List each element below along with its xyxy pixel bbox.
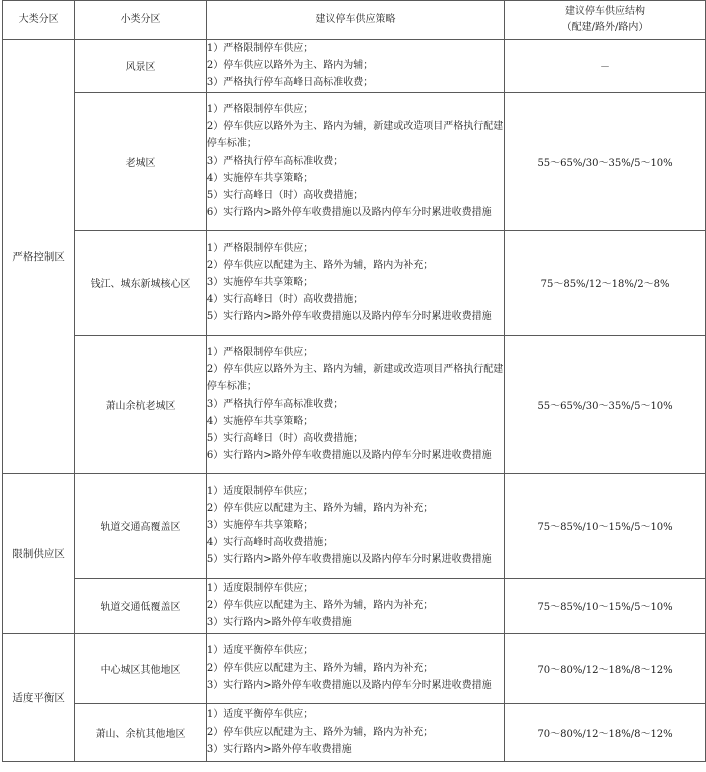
strategy-item: 1）严格限制停车供应； (206, 103, 314, 115)
strategy-item: 5）实行高峰日（时）高收费措施； (206, 432, 364, 444)
strategy-item: 1）适度限制停车供应； (206, 485, 314, 497)
strategy-item: 3）实行路内>路外停车收费措施以及路内停车分时累进收费措施 (206, 679, 492, 691)
parking-supply-policy-table (2, 0, 706, 762)
strategy-item: 2）停车供应以路外为主、路内为辅，新建或改造项目严格执行配建停车标准； (206, 364, 504, 393)
strategy-item: 1）严格限制停车供应； (206, 346, 314, 358)
strategy-item: 4）实行高峰时高收费措施； (206, 537, 334, 549)
major-zone-cell: 严格控制区 (3, 40, 75, 474)
strategy-cell (206, 578, 504, 633)
minor-zone-cell: 风景区 (75, 40, 207, 93)
strategy-item: 5）实行路内>路外停车收费措施以及路内停车分时累进收费措施 (206, 554, 492, 566)
supply-structure-cell: 70～80%/12～18%/8～12% (505, 703, 706, 761)
header-structure-line1: 建议停车供应结构 (565, 6, 646, 17)
header-major-zone: 大类分区 (3, 1, 75, 40)
strategy-cell (206, 230, 504, 335)
table-row (3, 335, 706, 473)
strategy-item: 3）严格执行停车高峰日高标准收费； (206, 77, 374, 89)
strategy-item: 6）实行路内>路外停车收费措施以及路内停车分时累进收费措施 (206, 450, 492, 462)
strategy-item: 2）停车供应以配建为主、路外为辅，路内为补充； (206, 502, 434, 514)
minor-zone-cell: 萧山、余杭其他地区 (75, 703, 207, 761)
table-body (3, 40, 706, 762)
strategy-item: 3）实行路内>路外停车收费措施 (206, 617, 352, 629)
strategy-cell (206, 92, 504, 230)
supply-structure-cell: 75～85%/10～15%/5～10% (505, 578, 706, 633)
header-minor-zone: 小类分区 (75, 1, 207, 40)
strategy-item: 5）实行路内>路外停车收费措施以及路内停车分时累进收费措施 (206, 311, 492, 323)
minor-zone-cell: 轨道交通低覆盖区 (75, 578, 207, 633)
table-header-row (3, 1, 706, 40)
strategy-item: 2）停车供应以路外为主、路内为辅； (206, 60, 374, 72)
header-structure-line2: （配建/路外/路内） (561, 22, 649, 33)
minor-zone-cell: 钱江、城东新城核心区 (75, 230, 207, 335)
strategy-cell (206, 335, 504, 473)
table-row (3, 473, 706, 578)
minor-zone-cell: 中心城区其他地区 (75, 633, 207, 703)
supply-structure-cell: 55～65%/30～35%/5～10% (505, 335, 706, 473)
strategy-item: 2）停车供应以配建为主、路外为辅，路内为补充； (206, 726, 434, 738)
strategy-item: 3）实施停车共享策略； (206, 520, 314, 531)
supply-structure-cell: 70～80%/12～18%/8～12% (505, 633, 706, 703)
strategy-item: 6）实行路内>路外停车收费措施以及路内停车分时累进收费措施 (206, 207, 492, 219)
supply-structure-cell: － (505, 40, 706, 93)
strategy-item: 3）实施停车共享策略； (206, 277, 314, 288)
major-zone-cell: 限制供应区 (3, 473, 75, 633)
major-zone-cell: 适度平衡区 (3, 633, 75, 761)
strategy-item: 2）停车供应以路外为主、路内为辅，新建或改造项目严格执行配建停车标准； (206, 121, 504, 150)
strategy-item: 2）停车供应以配建为主、路外为辅，路内为补充； (206, 662, 434, 674)
strategy-cell (206, 703, 504, 761)
strategy-item: 5）实行高峰日（时）高收费措施； (206, 189, 364, 201)
strategy-item: 1）适度限制停车供应； (206, 582, 314, 594)
strategy-item: 3）实行路内>路外停车收费措施 (206, 743, 352, 755)
strategy-item: 4）实行高峰日（时）高收费措施； (206, 294, 364, 306)
supply-structure-cell: 75～85%/10～15%/5～10% (505, 473, 706, 578)
supply-structure-cell: 55～65%/30～35%/5～10% (505, 92, 706, 230)
minor-zone-cell: 萧山余杭老城区 (75, 335, 207, 473)
strategy-item: 1）适度平衡停车供应； (206, 709, 314, 721)
strategy-cell (206, 473, 504, 578)
table-row (3, 40, 706, 93)
header-strategy: 建议停车供应策略 (206, 1, 504, 40)
strategy-item: 4）实施停车共享策略； (206, 172, 314, 184)
strategy-cell (206, 633, 504, 703)
table-row (3, 633, 706, 703)
table-row (3, 703, 706, 761)
minor-zone-cell: 老城区 (75, 92, 207, 230)
strategy-item: 2）停车供应以配建为主、路外为辅，路内为补充； (206, 259, 434, 271)
strategy-item: 3）严格执行停车高标准收费； (206, 398, 344, 410)
table-row (3, 230, 706, 335)
strategy-item: 3）严格执行停车高标准收费； (206, 155, 344, 167)
minor-zone-cell: 轨道交通高覆盖区 (75, 473, 207, 578)
strategy-item: 1）严格限制停车供应； (206, 242, 314, 254)
table-row (3, 578, 706, 633)
strategy-item: 1）严格限制停车供应； (206, 43, 314, 54)
header-structure (505, 1, 706, 40)
strategy-item: 4）实施停车共享策略； (206, 415, 314, 427)
supply-structure-cell: 75～85%/12～18%/2～8% (505, 230, 706, 335)
table-row (3, 92, 706, 230)
strategy-item: 2）停车供应以配建为主、路外为辅，路内为补充； (206, 600, 434, 611)
strategy-cell (206, 40, 504, 93)
strategy-item: 1）适度平衡停车供应； (206, 645, 314, 657)
